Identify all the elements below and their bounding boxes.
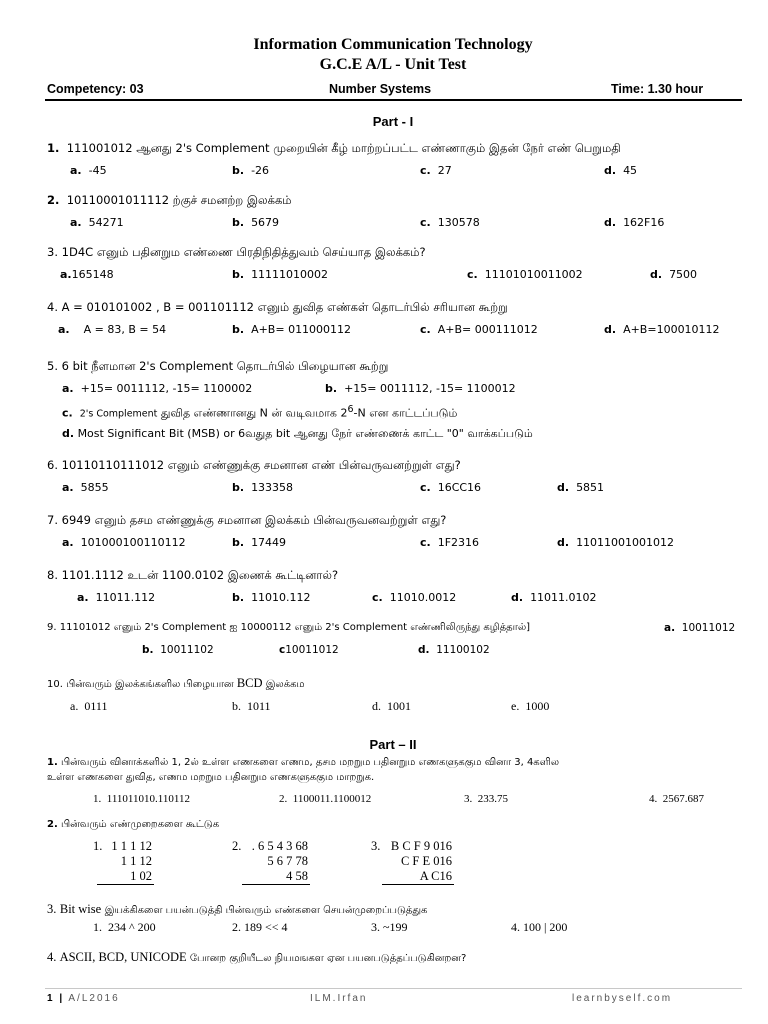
p2-q4-text: 4. ASCII, BCD, UNICODE போனற குறியீடல நியமஙகள ஏன பயனபடுத்தப்படுகினறன?	[47, 950, 467, 964]
p2-q1-item1: 1. 111011010.110112	[93, 793, 190, 805]
q4-text: 4. A = 010101002 , B = 001101112 எனும் துவித எண்கள் தொடர்பில் சரியான கூற்று	[47, 300, 508, 314]
q3-option-b: b. 11111010002	[232, 268, 329, 281]
q2-option-d: d. 162F16	[604, 216, 665, 229]
q5-option-b: b. +15= 0011112, -15= 1100012	[325, 382, 516, 395]
p2-q1-item3: 3. 233.75	[464, 793, 508, 805]
q10-option-d: d. 1001	[372, 699, 411, 713]
q1-option-c: c. 27	[420, 164, 452, 177]
q1-option-b: b. -26	[232, 164, 270, 177]
q5-option-c: c. 2's Complement துவித எண்ணானது N ன் வடிவமாக $2^6-N$ என காட்டப்படும்	[62, 404, 458, 420]
p2-q1-line2: உள்ள எணகளை துவித, எணம மறறும பதினறும எணகளுககும மாறறுக.	[47, 772, 375, 783]
part1-title: Part - I	[372, 114, 414, 129]
part2-title: Part – II	[369, 737, 417, 752]
q6-option-a: a. 5855	[62, 481, 109, 494]
q6-text: 6. 10110110111012 எனும் எண்ணுக்கு சமனான எண் பின்வருவனற்றுள் எது?	[47, 458, 461, 472]
time-label: Time: 1.30 hour	[611, 82, 704, 96]
q10-option-b: b. 1011	[232, 699, 271, 713]
p2-q2-sum3-label: 3.	[371, 839, 381, 853]
q7-option-c: c. 1F2316	[420, 536, 480, 549]
q2-option-a: a. 54271	[70, 216, 124, 229]
q2-text: 2. 10110001011112 ற்குச் சமனற்ற இலக்கம்	[47, 193, 292, 207]
p2-q2-sum2-label: 2.	[232, 839, 242, 853]
q3-option-d: d. 7500	[650, 268, 698, 281]
q10-text: 10. பின்வரும் இலக்கங்களில பிழையான BCD இலக்கம	[47, 676, 305, 690]
q8-text: 8. 1101.1112 உடன் 1100.0102 இணைக் கூட்டினால்?	[47, 568, 339, 582]
q9-option-b: b. 10011102	[142, 644, 214, 656]
q4-option-d: d. A+B=100010112	[604, 323, 720, 336]
p2-q3-text: 3. Bit wise இயக்கிகளை பயன்படுத்தி பின்வரும் எண்களை செயன்முறைப்படுத்துக	[47, 902, 428, 916]
p2-q2-sum3: B C F 9 016 C F E 016 A C16	[390, 839, 452, 883]
p2-q2-sum3-underline	[382, 884, 454, 885]
footer-rule	[45, 988, 742, 989]
q7-option-a: a. 101000100110112	[62, 536, 186, 549]
q3-text: 3. 1D4C எனும் பதினறும எண்ணை பிரதிநிதித்துவம் செய்யாத இலக்கம்?	[47, 245, 426, 259]
q3-option-c: c. 11101010011002	[467, 268, 583, 281]
document-subtitle: G.C.E A/L - Unit Test	[319, 56, 467, 73]
q2-option-c: c. 130578	[420, 216, 480, 229]
p2-q2-sum1-label: 1.	[93, 839, 103, 853]
q10-option-e: e. 1000	[511, 699, 550, 713]
p2-q1-line1: 1. பின்வரும் வினாக்களில் 1, 2ல் உள்ள எணகளை எணம, தசம மறறும பதினறும எணகளுககும வினா 3, 4களில	[47, 757, 560, 768]
p2-q2-text: 2. பின்வரும் எண்முறைகளை கூட்டுக	[47, 819, 220, 830]
q6-option-b: b. 133358	[232, 481, 294, 494]
q4-option-c: c. A+B= 000111012	[420, 323, 538, 336]
q7-text: 7. 6949 எனும் தசம எண்ணுக்கு சமனான இலக்கம் பின்வருவனவற்றுள் எது?	[47, 513, 447, 527]
p2-q3-item4: 4. 100 | 200	[511, 920, 568, 934]
q1-option-d: d. 45	[604, 164, 638, 177]
q10-option-a: a. 0111	[70, 699, 108, 713]
header-rule	[45, 99, 742, 101]
p2-q3-item2: 2. 189 << 4	[232, 920, 288, 934]
q9-option-c: c10011012	[279, 644, 339, 656]
q7-option-b: b. 17449	[232, 536, 287, 549]
q8-option-d: d. 11011.0102	[511, 591, 597, 604]
p2-q1-item4: 4. 2567.687	[649, 793, 704, 805]
q9-option-a: a. 10011012	[664, 622, 736, 634]
p2-q2-sum2-underline	[242, 884, 310, 885]
q7-option-d: d. 11011001001012	[557, 536, 675, 549]
q8-option-a: a. 11011.112	[77, 591, 156, 604]
document-title: Information Communication Technology	[253, 36, 533, 53]
p2-q2-sum1-underline	[97, 884, 154, 885]
q6-option-d: d. 5851	[557, 481, 605, 494]
competency-label: Competency: 03	[47, 82, 144, 96]
p2-q3-item3: 3. ~199	[371, 920, 408, 934]
q3-option-a: a.165148	[60, 268, 114, 281]
q2-option-b: b. 5679	[232, 216, 280, 229]
q4-option-a: a. A = 83, B = 54	[58, 323, 167, 336]
q9-text: 9. 11101012 எனும் 2's Complement ஐ 10000112 எனும் 2's Complement எண்ணிலிருந்து கழித்தால்]	[47, 622, 531, 633]
p2-q2-sum2: . 6 5 4 3 68 5 6 7 78 4 58	[251, 839, 308, 883]
p2-q3-item1: 1. 234 ^ 200	[93, 920, 156, 934]
q9-option-d: d. 11100102	[418, 644, 490, 656]
footer-center: ILM.Irfan	[310, 993, 368, 1004]
q5-option-d: d. Most Significant Bit (MSB) or 6வதுத bit ஆனது நேர் எண்ணைக் காட்ட "0" வாக்கப்படும்	[62, 427, 533, 440]
q8-option-c: c. 11010.0012	[372, 591, 457, 604]
p2-q2-sum1: 1 1 1 12 1 1 12 1 02	[111, 839, 152, 883]
footer-left: 1 | A/L2016	[47, 993, 120, 1004]
q1-option-a: a. -45	[70, 164, 107, 177]
q5-text: 5. 6 bit நீளமான 2's Complement தொடர்பில் பிழையான கூற்று	[47, 359, 389, 373]
subject-label: Number Systems	[329, 82, 432, 96]
q4-option-b: b. A+B= 011000112	[232, 323, 352, 336]
q1-text: 1. 111001012 ஆனது 2's Complement முறையின் கீழ் மாற்றப்பட்ட எண்ணாகும் இதன் நேர் எண் பெறுமதி	[47, 141, 621, 155]
q5-option-a: a. +15= 0011112, -15= 1100002	[62, 382, 253, 395]
p2-q1-item2: 2. 1100011.1100012	[279, 793, 372, 805]
q6-option-c: c. 16CC16	[420, 481, 482, 494]
footer-right: learnbyself.com	[572, 993, 673, 1004]
q8-option-b: b. 11010.112	[232, 591, 311, 604]
